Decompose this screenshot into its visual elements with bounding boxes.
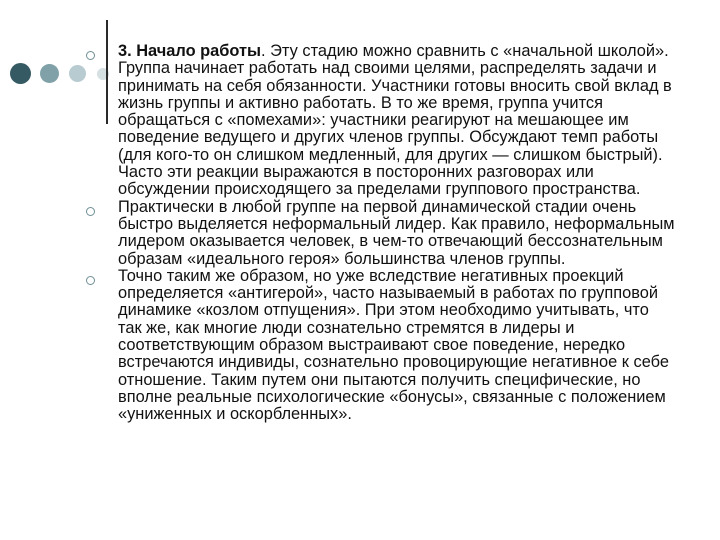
decorative-dot-dark [10, 63, 31, 84]
bullet-item [86, 199, 676, 268]
bullet-text [118, 268, 676, 424]
decorative-dot-light [69, 65, 86, 82]
bullet-heading: 3. Начало работы [118, 42, 262, 60]
bullet-body: Точно таким же образом, но уже вследствие негативных проекций определяется «антигерой», часто называемый в работах по групповой динамике «козлом отпущения». При этом необходимо учитывать, что так же, как многие люди сознательно стремятся в лидеры и соответствующим образом выстраивают свое поведение, нередко встречаются индивиды, сознательно провоцирующие негативное к себе отношение. Таким путем они пытаются получить специфические, но вполне реальные психологические «бонусы», связанные с положением «униженных и оскорбленных». [118, 266, 669, 424]
bullet-body: Практически в любой группе на первой динамической стадии очень быстро выделяется неформальный лидер. Как правило, неформальным лидером оказывается человек, в чем-то отвечающий бессознательным образам «идеального героя» большинства членов группы. [118, 197, 675, 268]
circle-bullet-icon [86, 276, 95, 285]
bullet-item [86, 43, 676, 199]
bullet-item [86, 268, 676, 424]
bullet-body: . Эту стадию можно сравнить с «начальной школой». Группа начинает работать над своими целями, распределять задачи и принимать на себя обязанности. Участники готовы вносить свой вклад в жизнь группы и активно работать. В то же время, группа учится обращаться с «помехами»: участники реагируют на мешающее им поведение ведущего и других членов группы. Обсуждают темп работы (для кого-то он слишком медленный, для других — слишком быстрый). Часто эти реакции выражаются в посторонних разговорах или обсуждении происходящего за пределами группового пространства. [118, 42, 672, 199]
decorative-dot-medium [40, 64, 59, 83]
circle-bullet-icon [86, 207, 95, 216]
circle-bullet-icon [86, 51, 95, 60]
bullet-list [86, 43, 676, 424]
bullet-text [118, 199, 676, 268]
bullet-text [118, 43, 676, 199]
